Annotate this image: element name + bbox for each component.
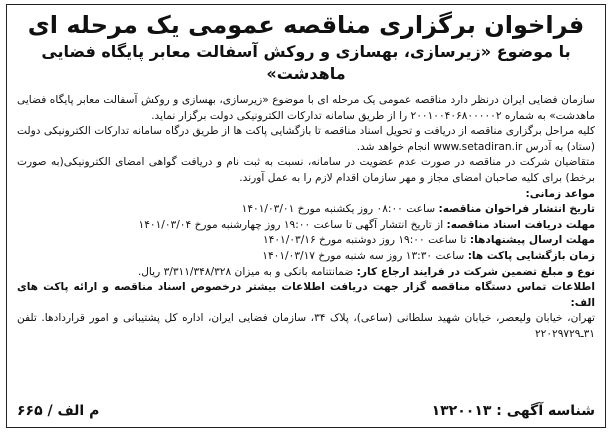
notice-body <box>17 93 595 343</box>
schedule-opening-label: زمان بازگشایی پاکت ها: <box>467 249 595 262</box>
contact-address: تهران، خیابان ولیعصر، خیابان شهید سلطانی (ساعی)، پلاک ۳۴، سازمان فضایی ایران، اداره کل پشتیبانی و امور قراردادها. تلفن ۳۱ـ۲۲۰۲۹۷۲۹ <box>17 312 595 340</box>
guarantee-value: ضمانتنامه بانکی و به میزان ۳/۳۱۱/۳۴۸/۳۲۸ ریال. <box>137 265 354 278</box>
schedule-publish-label: تاریخ انتشار فراخوان مناقصه: <box>438 203 595 216</box>
notice-subtitle: با موضوع «زیرسازی، بهسازی و روکش آسفالت معابر پایگاه فضایی ماهدشت» <box>41 42 571 83</box>
schedule-bids-label: مهلت ارسال پیشنهادها: <box>469 234 595 247</box>
schedule-docs <box>17 218 595 234</box>
schedule-publish-value: ساعت ۰۸:۰۰ روز یکشنبه مورخ ۱۴۰۱/۰۳/۰۱ <box>241 203 436 216</box>
schedule-bids-value: تا ساعت ۱۹:۰۰ روز دوشنبه مورخ ۱۴۰۱/۰۳/۱۶ <box>262 234 467 247</box>
schedule-opening-value: ساعت ۱۳:۳۰ روز سه شنبه مورخ ۱۴۰۱/۰۳/۱۷ <box>262 249 465 262</box>
contact-label: اطلاعات تماس دستگاه مناقصه گزار جهت دریافت اطلاعات بیشتر درخصوص اسناد مناقصه و ارائه پاکت های الف: <box>17 281 595 309</box>
schedule-publish <box>17 202 595 218</box>
schedule-docs-value: از تاریخ انتشار آگهی تا ساعت ۱۹:۰۰ روز چهارشنبه مورخ ۱۴۰۱/۰۳/۰۴ <box>138 218 444 231</box>
ad-number: شناسه آگهی : ۱۳۲۰۰۱۳ <box>431 403 595 419</box>
notice-footer <box>17 399 595 423</box>
schedule-heading: مواعد زمانی: <box>525 187 595 200</box>
notice-title: فراخوان برگزاری مناقصه عمومی یک مرحله ای <box>27 11 585 39</box>
guarantee-line <box>17 265 595 281</box>
registration-paragraph: متقاضیان شرکت در مناقصه در صورت عدم عضویت در سامانه، نسبت به ثبت نام و دریافت گواهی امضای الکترونیکی(به صورت برخط) برای کلیه صاحبان امضای مجاز و مهر سازمان اقدام لازم را به عمل آورند. <box>17 156 595 184</box>
tender-notice <box>6 4 606 428</box>
guarantee-label: نوع و مبلغ تضمین شرکت در فرایند ارجاع کار: <box>356 265 595 278</box>
schedule-opening <box>17 249 595 265</box>
schedule-bids <box>17 233 595 249</box>
procedure-paragraph: کلیه مراحل برگزاری مناقصه از دریافت و تحویل اسناد مناقصه تا بازگشایی پاکت ها از طریق درگاه سامانه تدارکات الکترونیکی دولت (ستاد) به آدرس www.setadiran.ir انجام خواهد شد. <box>17 125 595 153</box>
schedule-docs-label: مهلت دریافت اسناد مناقصه: <box>446 218 595 231</box>
intro-paragraph: سازمان فضایی ایران درنظر دارد مناقصه عمومی یک مرحله ای با موضوع «زیرسازی، بهسازی و روکش آسفالت معابر پایگاه فضایی ماهدشت» به شماره ۲۰۰۱۰۰۴۰۶۸۰۰۰۰۰۲ را از طریق سامانه تدارکات الکترونیکی دولت برگزار نماید. <box>17 94 595 122</box>
reference-code: م الف / ۶۶۵ <box>17 403 100 419</box>
